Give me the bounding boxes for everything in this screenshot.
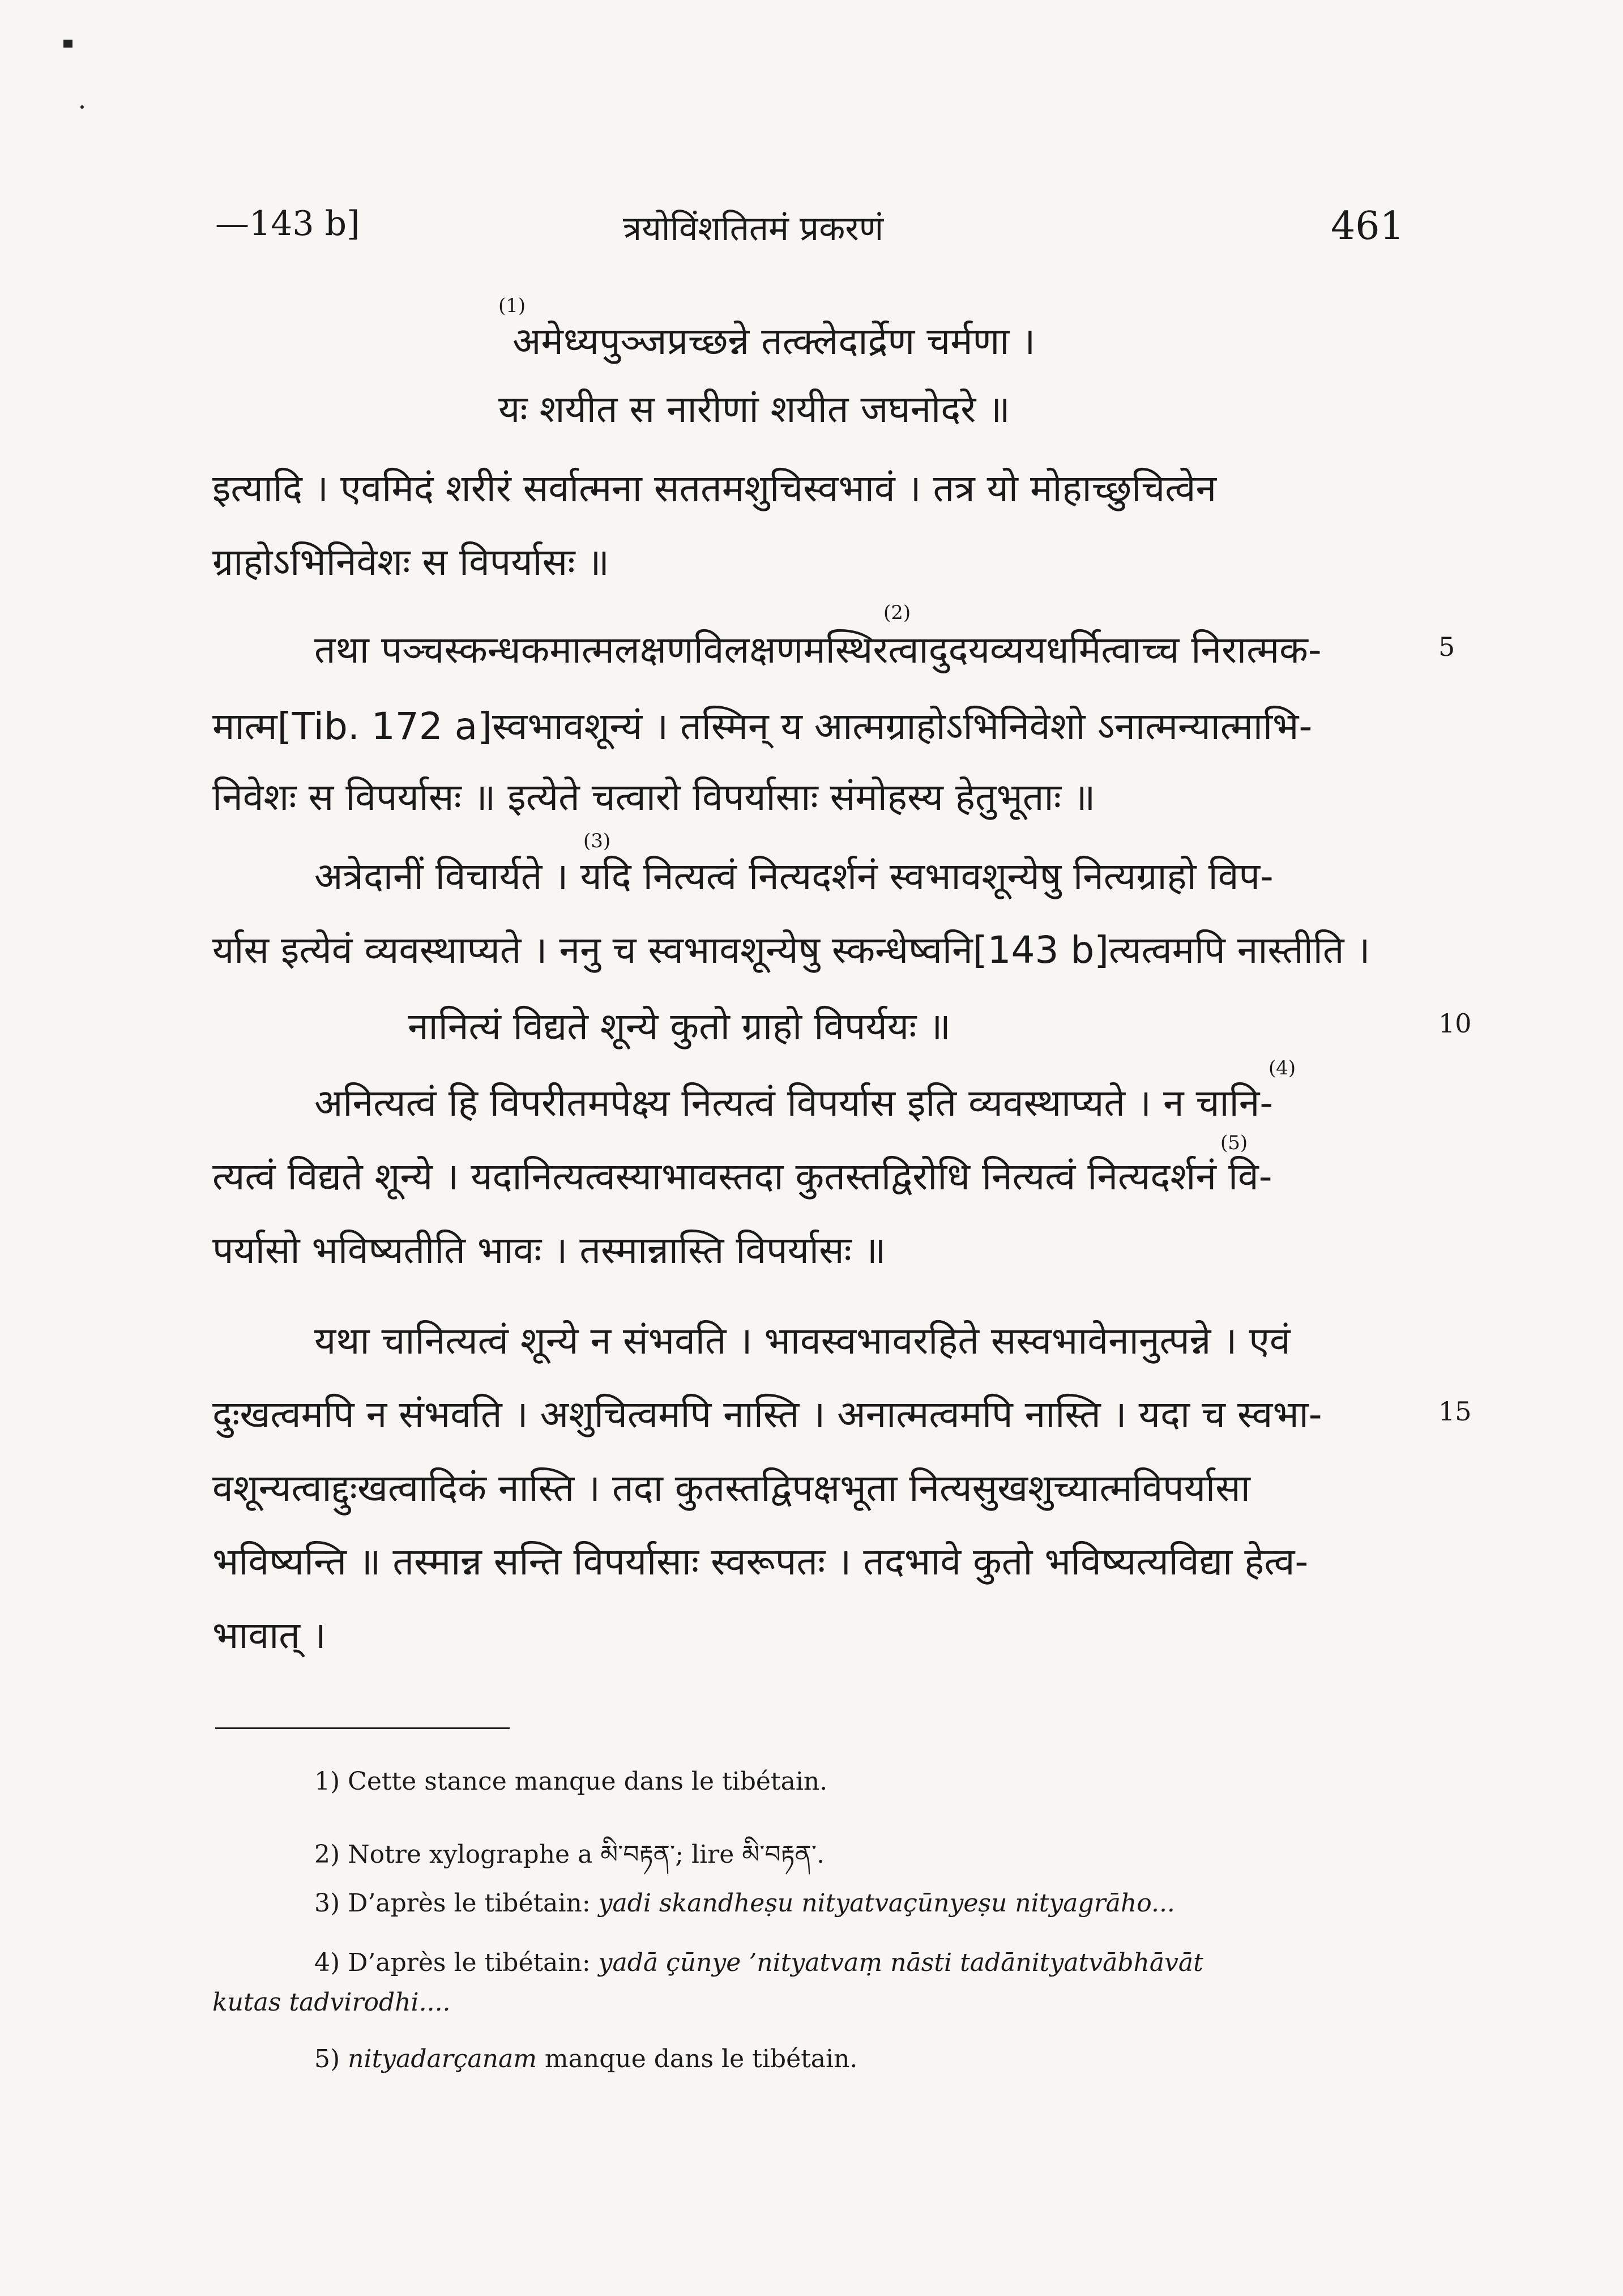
footnote-2-mid: ; lire xyxy=(675,1840,742,1869)
footnote-5-italic: nityadarçanam xyxy=(348,2045,537,2073)
p1-line2: ग्राहोऽभिनिवेशः स विपर्यासः ॥ xyxy=(212,540,610,584)
footnote-1-text: 1) Cette stance manque dans le tibétain. xyxy=(314,1767,828,1796)
p2-line2: मात्म[Tib. 172 a]स्वभावशून्यं । तस्मिन् य आत्मग्राहोऽभिनिवेशो ऽनात्मन्यात्माभि- xyxy=(212,705,1313,748)
p1-line1: इत्यादि । एवमिदं शरीरं सर्वात्मना सततमशुचिस्वभावं । तत्र यो मोहाच्छुचित्वेन xyxy=(212,467,1217,510)
p5-line5: भावात् । xyxy=(212,1614,326,1657)
footnote-3-pre: 3) D’après le tibétain: xyxy=(314,1889,599,1918)
footnote-3 xyxy=(314,1889,1175,1918)
p3-line2: र्यास इत्येवं व्यवस्थाप्यते । ननु च स्वभावशून्येषु स्कन्धेष्वनि[143 b]त्यत्वमपि नास्तीति । xyxy=(212,928,1370,972)
p4-line3: पर्यासो भविष्यतीति भावः । तस्मान्नास्ति विपर्यासः ॥ xyxy=(212,1228,886,1272)
running-head-left: —143 b] xyxy=(215,204,360,244)
verse2-line: नानित्यं विद्यते शून्ये कुतो ग्राहो विपर्ययः ॥ xyxy=(408,1005,951,1048)
p4-line1: अनित्यत्वं हि विपरीतमपेक्ष्य नित्यत्वं विपर्यास इति व्यवस्थाप्यते । न चानि- xyxy=(314,1081,1274,1125)
footnote-2-pre: 2) Notre xylographe a xyxy=(314,1840,601,1869)
footnote-4-pre: 4) D’après le tibétain: xyxy=(314,1948,599,1977)
scan-speck xyxy=(80,105,84,109)
note-marker-1: (1) xyxy=(498,295,526,317)
footnote-2-tibetan-2: མི་བརྟན་ xyxy=(742,1840,817,1869)
p2-line1: तथा पञ्चस्कन्धकमात्मलक्षणविलक्षणमस्थिरत्वादुदयव्ययधर्मित्वाच्च निरात्मक- xyxy=(314,628,1322,672)
p5-line1: यथा चानित्यत्वं शून्ये न संभवति । भावस्वभावरहिते सस्वभावेनानुत्पन्ने । एवं xyxy=(314,1319,1291,1363)
footnote-4 xyxy=(314,1948,1203,1977)
p5-line4: भविष्यन्ति ॥ तस्मान्न सन्ति विपर्यासाः स्वरूपतः । तदभावे कुतो भविष्यत्यविद्या हेत्व- xyxy=(212,1540,1309,1584)
line-number-5: 5 xyxy=(1438,631,1455,662)
footnote-2-end: . xyxy=(817,1840,825,1869)
note-marker-4: (4) xyxy=(1268,1057,1296,1079)
running-head-title: त्रयोविंशतितमं प्रकरणं xyxy=(623,209,884,249)
footnote-2 xyxy=(314,1826,825,1897)
note-marker-3: (3) xyxy=(583,830,611,852)
footnote-4-italic-1: yadā çūnye ’nityatvaṃ nāsti tadānityatvābhāvāt xyxy=(598,1948,1203,1977)
note-marker-2: (2) xyxy=(883,601,911,624)
footnote-2-tibetan-1: མི་བརྟན་ xyxy=(600,1840,676,1869)
footnote-5 xyxy=(314,2045,857,2073)
note-marker-5: (5) xyxy=(1220,1132,1248,1154)
page-number: 461 xyxy=(1331,204,1404,249)
footnote-rule xyxy=(215,1727,510,1729)
p5-line2: दुःखत्वमपि न संभवति । अशुचित्वमपि नास्ति । अनात्मत्वमपि नास्ति । यदा च स्वभा- xyxy=(212,1393,1322,1436)
footnote-3-italic: yadi skandheṣu nityatvaçūnyeṣu nityagrāho... xyxy=(598,1889,1175,1918)
footnote-4-continued xyxy=(212,1988,451,2017)
p5-line3: वशून्यत्वाद्दुःखत्वादिकं नास्ति । तदा कुतस्तद्विपक्षभूता नित्यसुखशुच्यात्मविपर्यासा xyxy=(212,1466,1250,1510)
verse1-line1: अमेध्यपुञ्जप्रच्छन्ने तत्क्लेदार्द्रेण चर्मणा । xyxy=(512,319,1036,363)
verse1-line2: यः शयीत स नारीणां शयीत जघनोदरे ॥ xyxy=(498,387,1010,431)
p4-line2: त्यत्वं विद्यते शून्ये । यदानित्यत्वस्याभावस्तदा कुतस्तद्विरोधि नित्यत्वं नित्यदर्शनं वि- xyxy=(212,1155,1272,1198)
footnote-5-post: manque dans le tibétain. xyxy=(536,2045,858,2073)
line-number-10: 10 xyxy=(1438,1008,1472,1039)
footnote-1 xyxy=(314,1767,827,1796)
scan-speck xyxy=(63,40,72,48)
p3-line1: अत्रेदानीं विचार्यते । यदि नित्यत्वं नित्यदर्शनं स्वभावशून्येषु नित्यग्राहो विप- xyxy=(314,855,1274,898)
p2-line3: निवेशः स विपर्यासः ॥ इत्येते चत्वारो विपर्यासाः संमोहस्य हेतुभूताः ॥ xyxy=(212,775,1096,819)
footnote-4-italic-2: kutas tadvirodhi.... xyxy=(212,1988,451,2017)
line-number-15: 15 xyxy=(1438,1396,1472,1427)
footnote-5-number: 5) xyxy=(314,2045,348,2073)
